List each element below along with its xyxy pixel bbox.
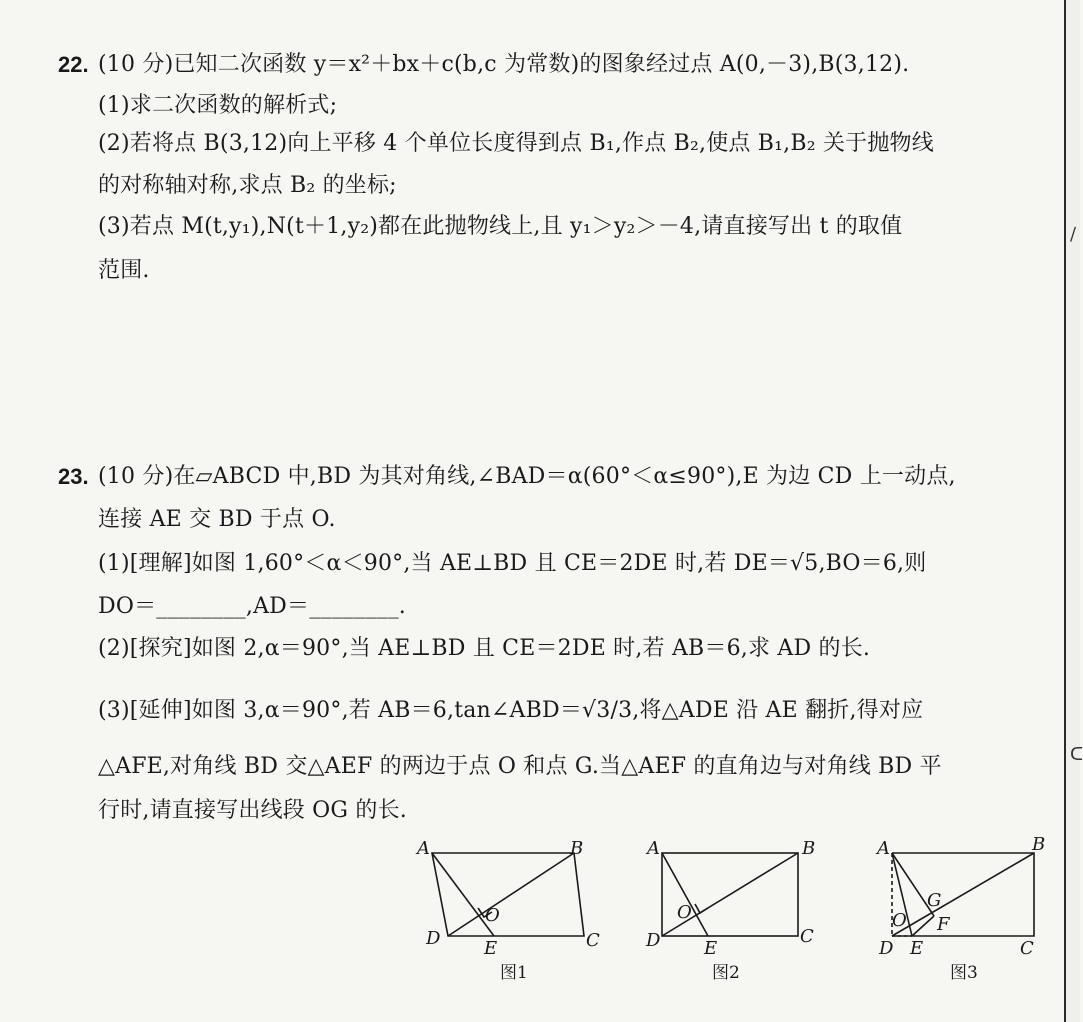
question-23-stem-line-1: (10 分)在▱ABCD 中,BD 为其对角线,∠BAD＝α(60°＜α≤90°),E 为边 CD 上一动点,	[98, 464, 956, 489]
figure-2-segment-ae	[662, 853, 708, 936]
figure-2-label-o: O	[677, 902, 692, 923]
question-22-part-1: (1)求二次函数的解析式;	[98, 93, 338, 118]
figure-2-right-angle-mark	[695, 904, 708, 913]
figure-1-caption: 图1	[500, 963, 528, 983]
question-22-part-2-line-1: (2)若将点 B(3,12)向上平移 4 个单位长度得到点 B₁,作点 B₂,使点 B₁,B₂ 关于抛物线	[98, 131, 934, 156]
figure-1-label-e: E	[484, 938, 498, 959]
figure-2-diagonal-bd	[662, 853, 798, 936]
question-23-part-2: (2)[探究]如图 2,α＝90°,当 AE⊥BD 且 CE＝2DE 时,若 AB＝6,求 AD 的长.	[98, 636, 871, 661]
figure-2-label-c: C	[800, 926, 814, 947]
margin-mark-2: ᑕ	[1070, 744, 1083, 765]
question-22-part-3-line-2: 范围.	[98, 258, 150, 283]
margin-mark-1: ∕	[1070, 224, 1077, 245]
figure-1-label-o: O	[485, 905, 500, 926]
figure-2-caption: 图2	[712, 963, 740, 983]
figure-3-caption: 图3	[950, 963, 978, 983]
figure-3-label-b: B	[1032, 834, 1046, 855]
question-23-part-1-line-1: (1)[理解]如图 1,60°＜α＜90°,当 AE⊥BD 且 CE＝2DE 时,若 DE＝√5,BO＝6,则	[98, 551, 927, 576]
figure-1-label-a: A	[417, 838, 430, 859]
figure-2-label-a: A	[647, 838, 660, 859]
question-22-number: 22.	[58, 52, 89, 77]
page-edge-strip	[1066, 0, 1080, 1022]
figure-1-label-b: B	[570, 838, 584, 859]
question-23-number: 23.	[58, 464, 89, 489]
margin-rule	[1064, 0, 1066, 1022]
figure-1-parallelogram	[432, 853, 584, 936]
figure-3-segment-fe	[912, 916, 934, 936]
figure-3-diagonal-bd	[892, 853, 1034, 936]
figure-3-diagram	[872, 834, 1052, 988]
figure-2-diagram	[642, 838, 822, 988]
figure-3-label-o: O	[892, 910, 907, 931]
question-23-part-1-line-2: DO＝________,AD＝________.	[98, 594, 406, 619]
figure-3-label-d: D	[879, 938, 894, 959]
figure-2-label-b: B	[802, 838, 816, 859]
figure-3-label-g: G	[927, 890, 942, 911]
question-22-part-3-line-1: (3)若点 M(t,y₁),N(t＋1,y₂)都在此抛物线上,且 y₁＞y₂＞－4,请直接写出 t 的取值	[98, 214, 903, 239]
figure-3-label-a: A	[877, 838, 890, 859]
figure-1-diagonal-bd	[448, 853, 574, 936]
figure-2-label-e: E	[704, 938, 718, 959]
figure-1-label-c: C	[586, 930, 600, 951]
question-22-stem: (10 分)已知二次函数 y＝x²＋bx＋c(b,c 为常数)的图象经过点 A(0,－3),B(3,12).	[98, 52, 910, 77]
question-23-part-3-line-1: (3)[延伸]如图 3,α＝90°,若 AB＝6,tan∠ABD＝√3/3,将△ADE 沿 AE 翻折,得对应	[98, 698, 924, 723]
question-23-part-3-line-2: △AFE,对角线 BD 交△AEF 的两边于点 O 和点 G.当△AEF 的直角边与对角线 BD 平	[98, 754, 942, 779]
figure-1-label-d: D	[426, 928, 441, 949]
figure-2-label-d: D	[646, 930, 661, 951]
question-23-part-3-line-3: 行时,请直接写出线段 OG 的长.	[98, 798, 407, 823]
figure-3-label-c: C	[1020, 938, 1034, 959]
figure-3-label-f: F	[937, 914, 950, 935]
figure-3-label-e: E	[910, 938, 924, 959]
question-22-part-2-line-2: 的对称轴对称,求点 B₂ 的坐标;	[98, 173, 397, 198]
figure-1-diagram	[412, 838, 612, 988]
question-23-stem-line-2: 连接 AE 交 BD 于点 O.	[98, 507, 336, 532]
